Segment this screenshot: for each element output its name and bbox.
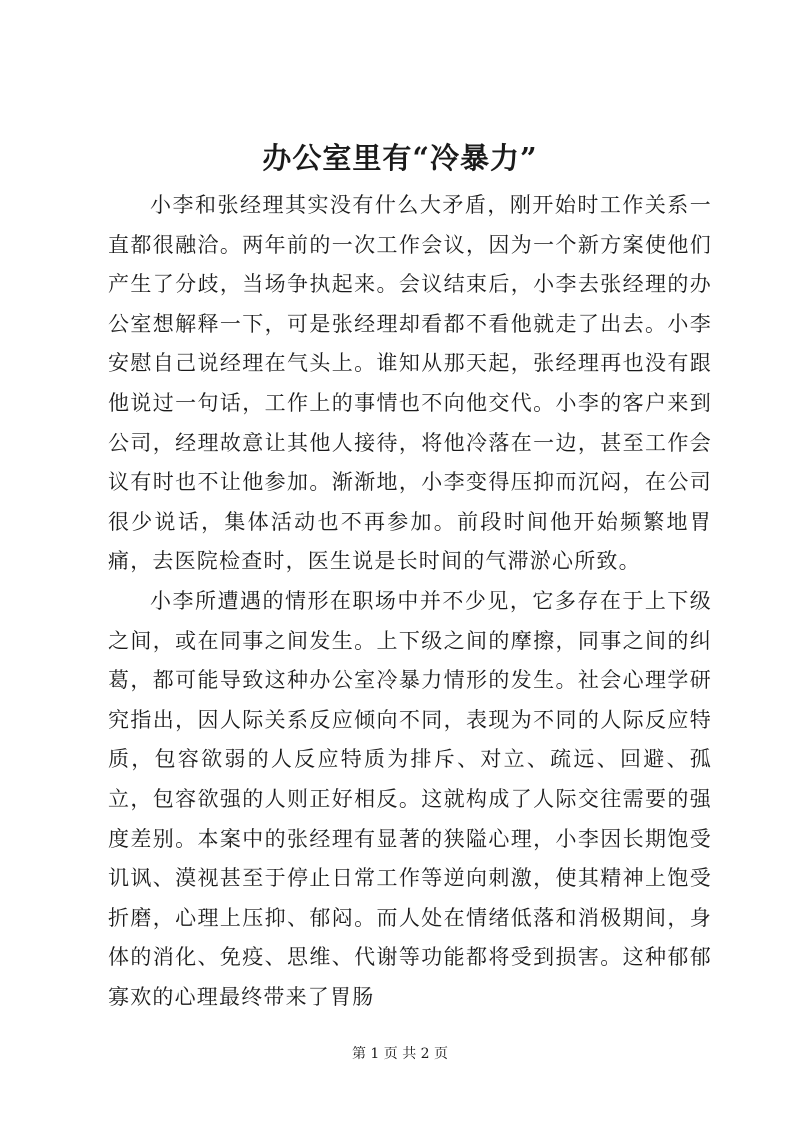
paragraph-2: 小李所遭遇的情形在职场中并不少见，它多存在于上下级之间，或在同事之间发生。上下级之间的摩擦，同事之间的纠葛，都可能导致这种办公室冷暴力情形的发生。社会心理学研究指出，因人际关系反应倾向不同，表现为不同的人际反应特质，包容欲弱的人反应特质为排斥、对立、疏远、回避、孤立，包容欲强的人则正好相反。这就构成了人际交往需要的强度差别。本案中的张经理有显著的狭隘心理，小李因长期饱受讥讽、漠视甚至于停止日常工作等逆向刺激，使其精神上饱受折磨，心理上压抑、郁闷。而人处在情绪低落和消极期间，身体的消化、免疫、思维、代谢等功能都将受到损害。这种郁郁寡欢的心理最终带来了胃肠 xyxy=(108,588,712,1009)
document-body xyxy=(108,186,712,1017)
document-title: 办公室里有“冷暴力” xyxy=(262,141,538,175)
page-footer: 第 1 页 共 2 页 xyxy=(351,1046,449,1062)
paragraph-1: 小李和张经理其实没有什么大矛盾，刚开始时工作关系一直都很融洽。两年前的一次工作会议，因为一个新方案使他们产生了分歧，当场争执起来。会议结束后，小李去张经理的办公室想解释一下，可是张经理却看都不看他就走了出去。小李安慰自己说经理在气头上。谁知从那天起，张经理再也没有跟他说过一句话，工作上的事情也不向他交代。小李的客户来到公司，经理故意让其他人接待，将他冷落在一边，甚至工作会议有时也不让他参加。渐渐地，小李变得压抑而沉闷，在公司很少说话，集体活动也不再参加。前段时间他开始频繁地胃痛，去医院检查时，医生说是长时间的气滞淤心所致。 xyxy=(108,193,712,574)
